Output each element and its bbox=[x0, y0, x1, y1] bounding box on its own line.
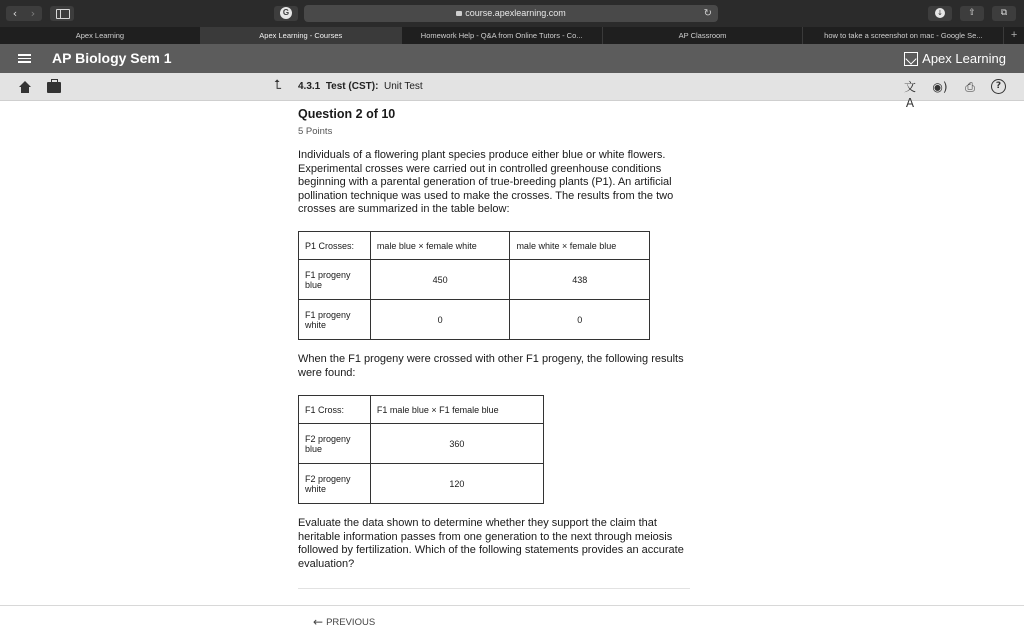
table-cell: 0 bbox=[370, 300, 510, 340]
tab-ap-classroom[interactable]: AP Classroom bbox=[603, 27, 804, 44]
previous-button[interactable] bbox=[313, 615, 375, 629]
menu-icon[interactable] bbox=[18, 54, 31, 63]
table-header-cell: F1 Cross: bbox=[299, 396, 371, 424]
question-middle: When the F1 progeny were crossed with other F1 progeny, the following results were found: bbox=[298, 353, 684, 379]
table-header-cell: male blue × female white bbox=[370, 232, 510, 260]
table-row bbox=[299, 300, 650, 340]
course-title: AP Biology Sem 1 bbox=[52, 50, 172, 66]
tab-homework-help[interactable]: Homework Help - Q&A from Online Tutors - Co... bbox=[402, 27, 603, 44]
f1-cross-table bbox=[298, 395, 544, 504]
url-text: course.apexlearning.com bbox=[465, 8, 566, 18]
lesson-number: 4.3.1 bbox=[298, 81, 321, 92]
share-icon[interactable]: ⇧ bbox=[960, 6, 984, 21]
address-bar[interactable] bbox=[304, 5, 718, 22]
download-button[interactable] bbox=[928, 6, 952, 21]
table-cell: 450 bbox=[370, 260, 510, 300]
question-title: Question 2 of 10 bbox=[298, 107, 396, 121]
activity-toolbar bbox=[0, 73, 1024, 110]
extension-icon: G bbox=[280, 7, 292, 19]
tab-apex-courses[interactable]: Apex Learning - Courses bbox=[201, 27, 402, 44]
translate-icon[interactable]: 文A bbox=[903, 80, 916, 110]
browser-toolbar bbox=[0, 0, 1024, 27]
tab-strip bbox=[0, 27, 1024, 44]
table-row-label: F2 progeny blue bbox=[299, 424, 371, 464]
help-icon[interactable]: ? bbox=[991, 79, 1006, 94]
question-intro: Individuals of a flowering plant species produce either blue or white flowers. Experimental crosses were carried out in controlled greenhouse conditions beginning with a parental generation of true-breeding plants (P1). An artificial pollination technique was used to make the crosses. The results from the two crosses are summarized in the table below: bbox=[298, 149, 674, 215]
new-tab-button[interactable]: + bbox=[1010, 29, 1018, 41]
sidebar-icon[interactable] bbox=[50, 6, 74, 21]
table-header-row bbox=[299, 232, 650, 260]
lesson-name: Unit Test bbox=[383, 81, 423, 92]
footer-divider bbox=[0, 605, 1024, 606]
chevron-right-icon[interactable]: › bbox=[30, 7, 36, 20]
apex-logo-icon bbox=[904, 52, 918, 66]
content-divider bbox=[298, 588, 690, 589]
table-row bbox=[299, 464, 544, 504]
table-header-row bbox=[299, 396, 544, 424]
table-row bbox=[299, 424, 544, 464]
arrow-left-icon: ← bbox=[313, 615, 324, 629]
extension-button[interactable] bbox=[274, 6, 298, 21]
p1-crosses-table bbox=[298, 231, 650, 340]
table-cell: 120 bbox=[370, 464, 543, 504]
lock-icon bbox=[456, 11, 462, 16]
activity-tools bbox=[901, 79, 1006, 110]
app-header bbox=[0, 44, 1024, 73]
table-cell: 438 bbox=[510, 260, 650, 300]
home-icon[interactable] bbox=[18, 81, 32, 93]
chevron-left-icon[interactable]: ‹ bbox=[12, 7, 18, 20]
download-icon: ↓ bbox=[935, 8, 945, 18]
return-icon[interactable]: ⮤ bbox=[274, 78, 282, 93]
reload-icon[interactable]: ↻ bbox=[703, 8, 712, 19]
read-aloud-icon[interactable]: ◉) bbox=[932, 80, 948, 94]
logo-text: Apex Learning bbox=[922, 51, 1006, 66]
briefcase-icon[interactable] bbox=[47, 82, 61, 93]
lesson-type: Test (CST): bbox=[325, 81, 379, 92]
tab-google-search[interactable]: how to take a screenshot on mac - Google Se... bbox=[803, 27, 1004, 44]
table-row-label: F1 progeny white bbox=[299, 300, 371, 340]
history-nav bbox=[6, 6, 42, 21]
table-row-label: F1 progeny blue bbox=[299, 260, 371, 300]
table-row-label: F2 progeny white bbox=[299, 464, 371, 504]
apex-logo bbox=[904, 50, 1006, 68]
question-prompt: Evaluate the data shown to determine whether they support the claim that heritable information passes from one generation to the next through meiosis followed by fertilization. Which of the following statements provides an accurate evaluation? bbox=[298, 517, 684, 570]
lesson-title bbox=[298, 73, 423, 101]
tabs-overview-icon[interactable]: ⧉ bbox=[992, 6, 1016, 21]
table-header-cell: male white × female blue bbox=[510, 232, 650, 260]
table-cell: 0 bbox=[510, 300, 650, 340]
table-row bbox=[299, 260, 650, 300]
question-points: 5 Points bbox=[298, 126, 333, 137]
tab-apex-learning[interactable]: Apex Learning bbox=[0, 27, 201, 44]
table-header-cell: P1 Crosses: bbox=[299, 232, 371, 260]
table-cell: 360 bbox=[370, 424, 543, 464]
table-header-cell: F1 male blue × F1 female blue bbox=[370, 396, 543, 424]
previous-label: PREVIOUS bbox=[326, 616, 376, 628]
print-icon[interactable]: ⎙ bbox=[965, 80, 975, 94]
